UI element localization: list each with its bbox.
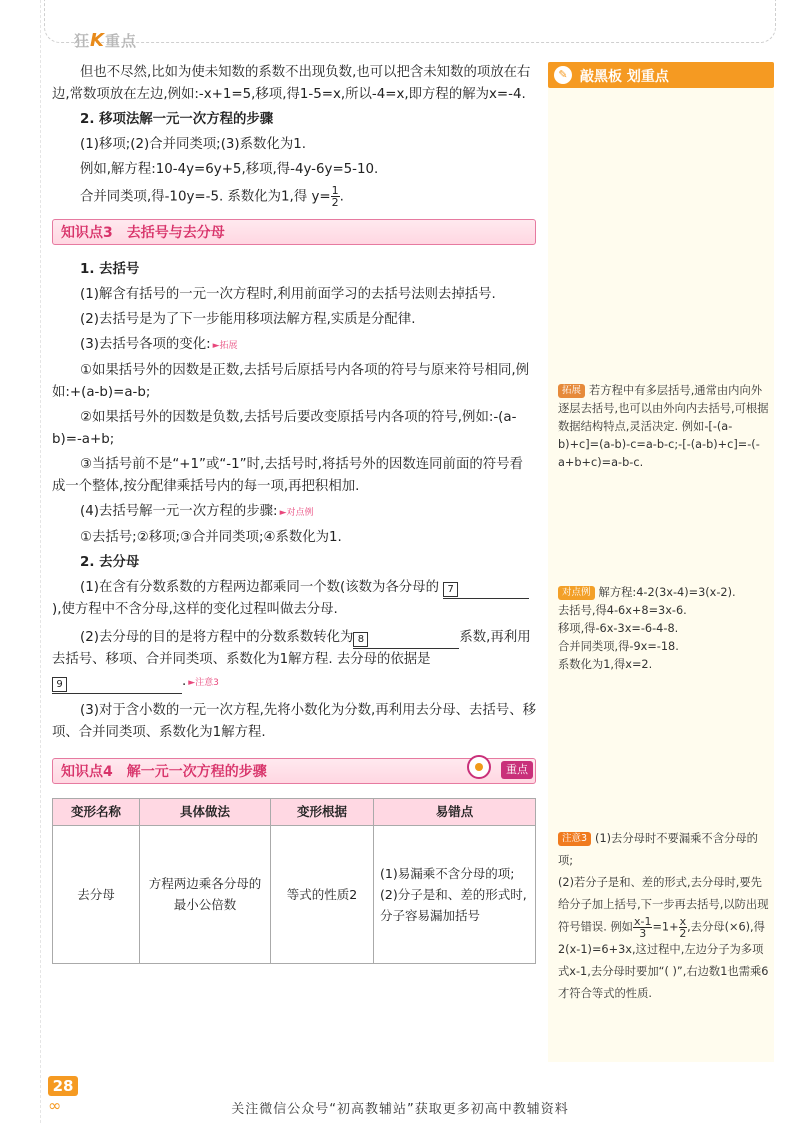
note-example-line2: 去括号,得4-6x+8=3x-6. xyxy=(558,604,687,617)
note-extend xyxy=(558,382,772,472)
rule-positive: ①如果括号外的因数是正数,去括号后原括号内各项的符号与原来符号相同,例如:+(a-b)=a-b; xyxy=(52,362,530,400)
merge-end: . xyxy=(339,189,344,205)
page-number: 28 xyxy=(48,1076,78,1096)
note-extend-pill: 拓展 xyxy=(558,384,585,398)
kp3-title: 知识点3 去括号与去分母 xyxy=(61,224,225,241)
infinity-icon: ∞ xyxy=(48,1096,62,1115)
page-margin-line xyxy=(40,0,41,1123)
brand-prefix: 狂 xyxy=(74,32,91,50)
fraction-half xyxy=(331,185,340,208)
key-point-badge: 重点 xyxy=(501,761,533,779)
col-header-name: 变形名称 xyxy=(53,798,140,825)
error-2: (2)分子是和、差的形式时,分子容易漏加括号 xyxy=(380,886,527,923)
fill-blank-7[interactable] xyxy=(443,582,529,599)
note-attention-line1 xyxy=(558,828,772,872)
section2-merge xyxy=(52,185,536,209)
remove-brackets-1: (1)解含有括号的一元一次方程时,利用前面学习的去括号法则去掉括号. xyxy=(80,286,496,302)
rd1-text-b: ),使方程中不含分母,这样的变化过程叫做去分母. xyxy=(52,601,338,617)
blank-number-7: 7 xyxy=(443,582,458,597)
target-icon xyxy=(467,755,491,779)
frac1-den: 3 xyxy=(639,927,647,940)
brand-suffix: 重点 xyxy=(104,32,137,50)
note-example-pill: 对点例 xyxy=(558,586,595,600)
table-row xyxy=(53,825,536,963)
intro-paragraph: 但也不尽然,比如为使未知数的系数不出现负数,也可以把含未知数的项放在右边,常数项放在左边,例如:-x+1=5,移项,得1-5=x,所以-4=x,即方程的解为x=-4. xyxy=(52,65,531,102)
col-header-method: 具体做法 xyxy=(140,798,271,825)
frac-den: 2 xyxy=(331,196,339,209)
note-attention-d: ,去分母(×6),得2(x-1)=6+3x,这过程中,左边分子为多项式x-1,去分母时要加“( )”,右边数1也需乘6才符合等式的性质. xyxy=(558,920,769,1000)
footer-note: 关注微信公众号“初高教辅站”获取更多初高中教辅资料 xyxy=(231,1102,569,1117)
fill-blank-9[interactable] xyxy=(52,677,182,694)
table-header-row xyxy=(53,798,536,825)
section2-example: 例如,解方程:10-4y=6y+5,移项,得-4y-6y=5-10. xyxy=(80,162,379,177)
section2-steps: (1)移项;(2)合并同类项;(3)系数化为1. xyxy=(80,137,306,152)
cell-errors xyxy=(374,825,536,963)
rb3-text: (3)去括号各项的变化: xyxy=(80,336,211,352)
example-tag: ►对点例 xyxy=(279,507,314,518)
note-example-line4: 合并同类项,得-9x=-18. xyxy=(558,640,679,653)
col-header-errors: 易错点 xyxy=(374,798,536,825)
frac1-num: x-1 xyxy=(633,915,652,928)
brand-logo xyxy=(74,30,137,51)
remove-brackets-3 xyxy=(52,334,536,357)
error-1: (1)易漏乘不含分母的项; xyxy=(380,865,515,881)
sidebar-header xyxy=(548,62,774,88)
frac2-num: x xyxy=(679,915,687,928)
remove-denominator-title: 2. 去分母 xyxy=(80,554,140,570)
remove-denominator-2 xyxy=(52,627,536,694)
note-example-line1 xyxy=(558,584,772,602)
section2-title: 2. 移项法解一元一次方程的步骤 xyxy=(80,112,274,127)
rule-factor: ③当括号前不是“+1”或“-1”时,去括号时,将括号外的因数连同前面的符号看成一个整体,按分配律乘括号内的每一项,再把积相加. xyxy=(52,456,523,494)
frac2-den: 2 xyxy=(679,927,687,940)
note-attention-c: =1+ xyxy=(652,920,679,934)
steps-table xyxy=(52,798,536,964)
fraction-x-1-3 xyxy=(633,916,652,939)
blank-number-9: 9 xyxy=(52,677,67,692)
fraction-x-2 xyxy=(679,916,688,939)
note-attention-line2 xyxy=(558,872,772,1005)
note-attention-pill: 注意3 xyxy=(558,832,591,846)
note-attention xyxy=(558,828,772,1005)
note-attention-b: (2)若分子是和、差的形式,去分母时,要先给分子加上括号,下一步再去括号,以防出现符号错误. 例如 xyxy=(558,876,769,934)
fill-blank-8[interactable] xyxy=(353,632,459,649)
main-column xyxy=(52,62,536,964)
pen-icon: ✎ xyxy=(554,66,572,84)
note-example-problem: 解方程:4-2(3x-4)=3(x-2). xyxy=(598,586,736,599)
merge-text: 合并同类项,得-10y=-5. 系数化为1,得 y= xyxy=(80,189,331,205)
sidebar-notes xyxy=(548,62,774,1062)
top-frame xyxy=(44,0,776,43)
cell-method: 方程两边乘各分母的最小公倍数 xyxy=(140,825,271,963)
brand-k: K xyxy=(90,30,105,51)
frac-num: 1 xyxy=(331,184,339,197)
remove-brackets-title: 1. 去括号 xyxy=(80,261,140,277)
rule-negative: ②如果括号外的因数是负数,去括号后要改变原括号内各项的符号,例如:-(a-b)=-a+b; xyxy=(52,409,517,447)
rb4-text: (4)去括号解一元一次方程的步骤: xyxy=(80,503,278,519)
remove-denominator-1 xyxy=(52,577,536,621)
attention-tag: ►注意3 xyxy=(188,677,219,688)
cell-name: 去分母 xyxy=(53,825,140,963)
rd2-text-a: (2)去分母的目的是将方程中的分数系数转化为 xyxy=(80,629,354,645)
rd1-text-a: (1)在含有分数系数的方程两边都乘同一个数(该数为各分母的 xyxy=(80,579,439,595)
knowledge-point-4-header xyxy=(52,758,536,784)
remove-brackets-4 xyxy=(52,501,536,524)
col-header-basis: 变形根据 xyxy=(271,798,374,825)
rd2-text-b: 系数,再利用去括号、移项、合并同类项、系数化为1解方程. 去分母的依据是 xyxy=(52,629,531,667)
note-extend-text: 若方程中有多层括号,通常由内向外逐层去括号,也可以由外向内去括号,可根据数据结构特点,灵活决定. 例如-[-(a-b)+c]=(a-b)-c=a-b-c;-[-(a-b)+c]=-(-a+b+c)=a-b-c. xyxy=(558,384,769,469)
sidebar-title: 敲黑板 划重点 xyxy=(580,69,669,85)
remove-denominator-3: (3)对于含小数的一元一次方程,先将小数化为分数,再利用去分母、去括号、移项、合并同类项、系数化为1解方程. xyxy=(52,702,536,740)
remove-brackets-steps: ①去括号;②移项;③合并同类项;④系数化为1. xyxy=(80,529,342,545)
extend-tag: ►拓展 xyxy=(212,340,238,351)
note-example-line3: 移项,得-6x-3x=-6-4-8. xyxy=(558,622,679,635)
remove-brackets-2: (2)去括号是为了下一步能用移项法解方程,实质是分配律. xyxy=(80,311,416,327)
note-example-line5: 系数化为1,得x=2. xyxy=(558,658,653,671)
kp4-title: 知识点4 解一元一次方程的步骤 xyxy=(61,763,267,780)
note-example xyxy=(558,584,772,674)
knowledge-point-3-header xyxy=(52,219,536,245)
note-attention-a: (1)去分母时不要漏乘不含分母的项; xyxy=(558,832,758,867)
blank-number-8: 8 xyxy=(353,632,368,647)
cell-basis: 等式的性质2 xyxy=(271,825,374,963)
rd2-text-c: . xyxy=(182,673,187,689)
